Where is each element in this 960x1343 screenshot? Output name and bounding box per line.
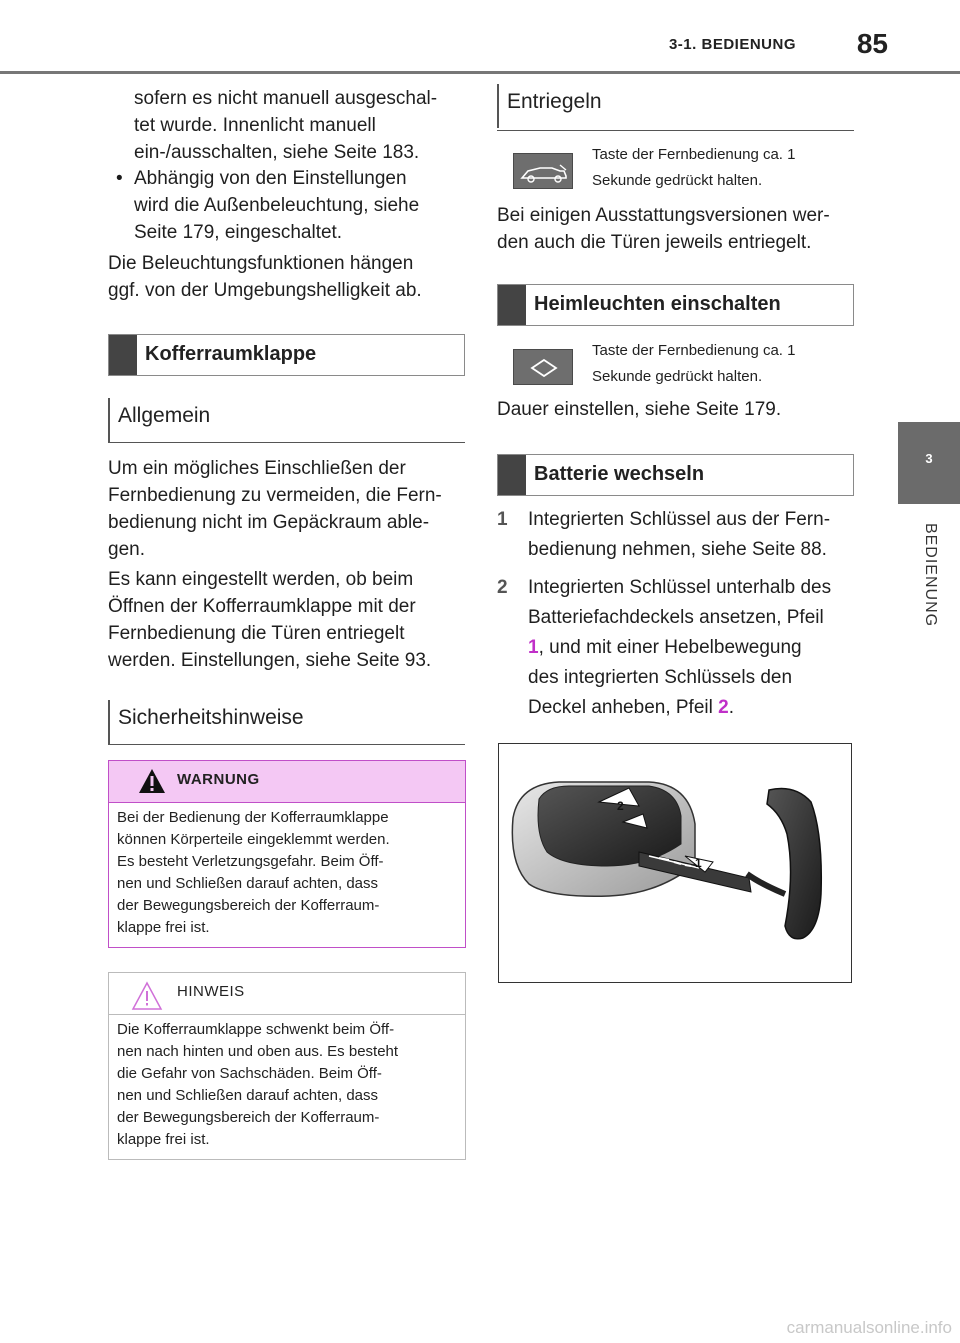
warning-line: nen und Schließen darauf achten, dass xyxy=(117,875,379,892)
paragraph-line: Fernbedienung die Türen entriegelt xyxy=(108,623,405,644)
warning-header xyxy=(109,761,465,803)
paragraph-line: Dauer einstellen, siehe Seite 179. xyxy=(497,399,782,420)
chapter-tab-number: 3 xyxy=(925,451,933,466)
section-marker xyxy=(498,285,526,325)
section-title: Heimleuchten einschalten xyxy=(534,293,781,315)
step-line: Integrierten Schlüssel unterhalb des xyxy=(528,577,832,598)
subsection-rule xyxy=(108,442,465,443)
paragraph-line: gen. xyxy=(108,539,145,560)
intro-line: ein-/ausschalten, siehe Seite 183. xyxy=(134,142,420,163)
key-button-light xyxy=(513,349,573,385)
arrow-reference-1: 1 xyxy=(528,637,539,658)
arrow-reference-2: 2 xyxy=(718,697,729,718)
subsection-rule xyxy=(497,130,854,131)
subsection-title: Sicherheitshinweise xyxy=(118,706,304,729)
bullet-line: wird die Außenbeleuchtung, siehe xyxy=(134,195,420,216)
svg-text:1: 1 xyxy=(695,856,702,870)
section-marker xyxy=(109,335,137,375)
paragraph-line: Öffnen der Kofferraumklappe mit der xyxy=(108,596,416,617)
section-header-batterie xyxy=(497,454,854,496)
chapter-tab-label: BEDIENUNG xyxy=(922,522,939,628)
notice-line: klappe frei ist. xyxy=(117,1131,210,1148)
intro-line: sofern es nicht manuell ausgeschal- xyxy=(134,88,438,109)
notice-title: HINWEIS xyxy=(177,983,245,1000)
intro-line: tet wurde. Innenlicht manuell xyxy=(134,115,376,136)
subsection-header-entriegeln xyxy=(497,84,602,128)
step-line xyxy=(528,635,802,661)
warning-line: Bei der Bedienung der Kofferraumklappe xyxy=(117,809,389,826)
step-line: Integrierten Schlüssel aus der Fern- xyxy=(528,509,831,530)
bullet-symbol: • xyxy=(116,168,123,189)
paragraph-line: Fernbedienung zu vermeiden, die Fern- xyxy=(108,485,442,506)
key-fob-illustration xyxy=(498,743,852,983)
step-line: bedienung nehmen, siehe Seite 88. xyxy=(528,539,827,560)
step-number: 2 xyxy=(497,577,508,598)
subsection-header-allgemein xyxy=(108,398,211,442)
section-title: Kofferraumklappe xyxy=(145,343,317,365)
subsection-title: Entriegeln xyxy=(507,90,602,113)
warning-box xyxy=(108,760,466,948)
step-line xyxy=(528,695,734,721)
header-rule xyxy=(0,71,960,74)
subsection-header-sicherheitshinweise xyxy=(108,700,304,744)
svg-text:2: 2 xyxy=(617,799,624,813)
notice-line: nen nach hinten und oben aus. Es besteht xyxy=(117,1043,399,1060)
paragraph-line: Um ein mögliches Einschließen der xyxy=(108,458,406,479)
car-trunk-icon xyxy=(514,154,574,190)
warning-line: Es besteht Verletzungsgefahr. Beim Öff- xyxy=(117,853,384,870)
fig-label xyxy=(695,856,702,870)
fig-label xyxy=(617,799,624,813)
key-instruction-line: Taste der Fernbedienung ca. 1 xyxy=(592,342,796,359)
notice-box xyxy=(108,972,466,1160)
running-header-section: 3-1. BEDIENUNG xyxy=(668,36,796,53)
notice-line: der Bewegungsbereich der Kofferraum- xyxy=(117,1109,380,1126)
key-button-trunk xyxy=(513,153,573,189)
caution-triangle-icon xyxy=(131,981,163,1011)
key-instruction-line: Sekunde gedrückt halten. xyxy=(592,368,763,385)
section-header-heimleuchten xyxy=(497,284,854,326)
paragraph-line: bedienung nicht im Gepäckraum able- xyxy=(108,512,430,533)
key-instruction-line: Taste der Fernbedienung ca. 1 xyxy=(592,146,796,163)
subsection-rule xyxy=(108,744,465,745)
paragraph-line: werden. Einstellungen, siehe Seite 93. xyxy=(108,650,432,671)
watermark-footer: carmanualsonline.info xyxy=(786,1318,952,1337)
section-header-kofferraumklappe xyxy=(108,334,465,376)
warning-line: können Körperteile eingeklemmt werden. xyxy=(117,831,390,848)
warning-title: WARNUNG xyxy=(177,771,260,788)
page-number: 85 xyxy=(856,28,888,59)
bullet-line: Abhängig von den Einstellungen xyxy=(134,168,407,189)
notice-line: Die Kofferraumklappe schwenkt beim Öff- xyxy=(117,1021,395,1038)
step-number: 1 xyxy=(497,509,508,530)
step-line-text: , und mit einer Hebelbewegung xyxy=(538,637,802,658)
section-marker xyxy=(498,455,526,495)
key-instruction-line: Sekunde gedrückt halten. xyxy=(592,172,763,189)
section-title: Batterie wechseln xyxy=(534,463,705,485)
key-fob-drawing xyxy=(499,744,852,983)
step-line-text: Deckel anheben, Pfeil xyxy=(528,697,719,718)
warning-line: der Bewegungsbereich der Kofferraum- xyxy=(117,897,380,914)
step-line: Batteriefachdeckels ansetzen, Pfeil xyxy=(528,607,824,628)
paragraph-line: den auch die Türen jeweils entriegelt. xyxy=(497,232,812,253)
paragraph-line: Bei einigen Ausstattungsversionen wer- xyxy=(497,205,830,226)
warning-triangle-icon xyxy=(137,767,167,795)
home-light-icon xyxy=(514,350,574,386)
subsection-title: Allgemein xyxy=(118,404,211,427)
notice-header xyxy=(109,973,465,1015)
paragraph-line: ggf. von der Umgebungshelligkeit ab. xyxy=(108,280,422,301)
bullet-line: Seite 179, eingeschaltet. xyxy=(134,222,343,243)
notice-line: die Gefahr von Sachschäden. Beim Öff- xyxy=(117,1065,382,1082)
warning-line: klappe frei ist. xyxy=(117,919,210,936)
paragraph-line: Die Beleuchtungsfunktionen hängen xyxy=(108,253,414,274)
step-line: des integrierten Schlüssels den xyxy=(528,667,793,688)
notice-line: nen und Schließen darauf achten, dass xyxy=(117,1087,379,1104)
step-line-text: . xyxy=(728,697,734,718)
paragraph-line: Es kann eingestellt werden, ob beim xyxy=(108,569,414,590)
